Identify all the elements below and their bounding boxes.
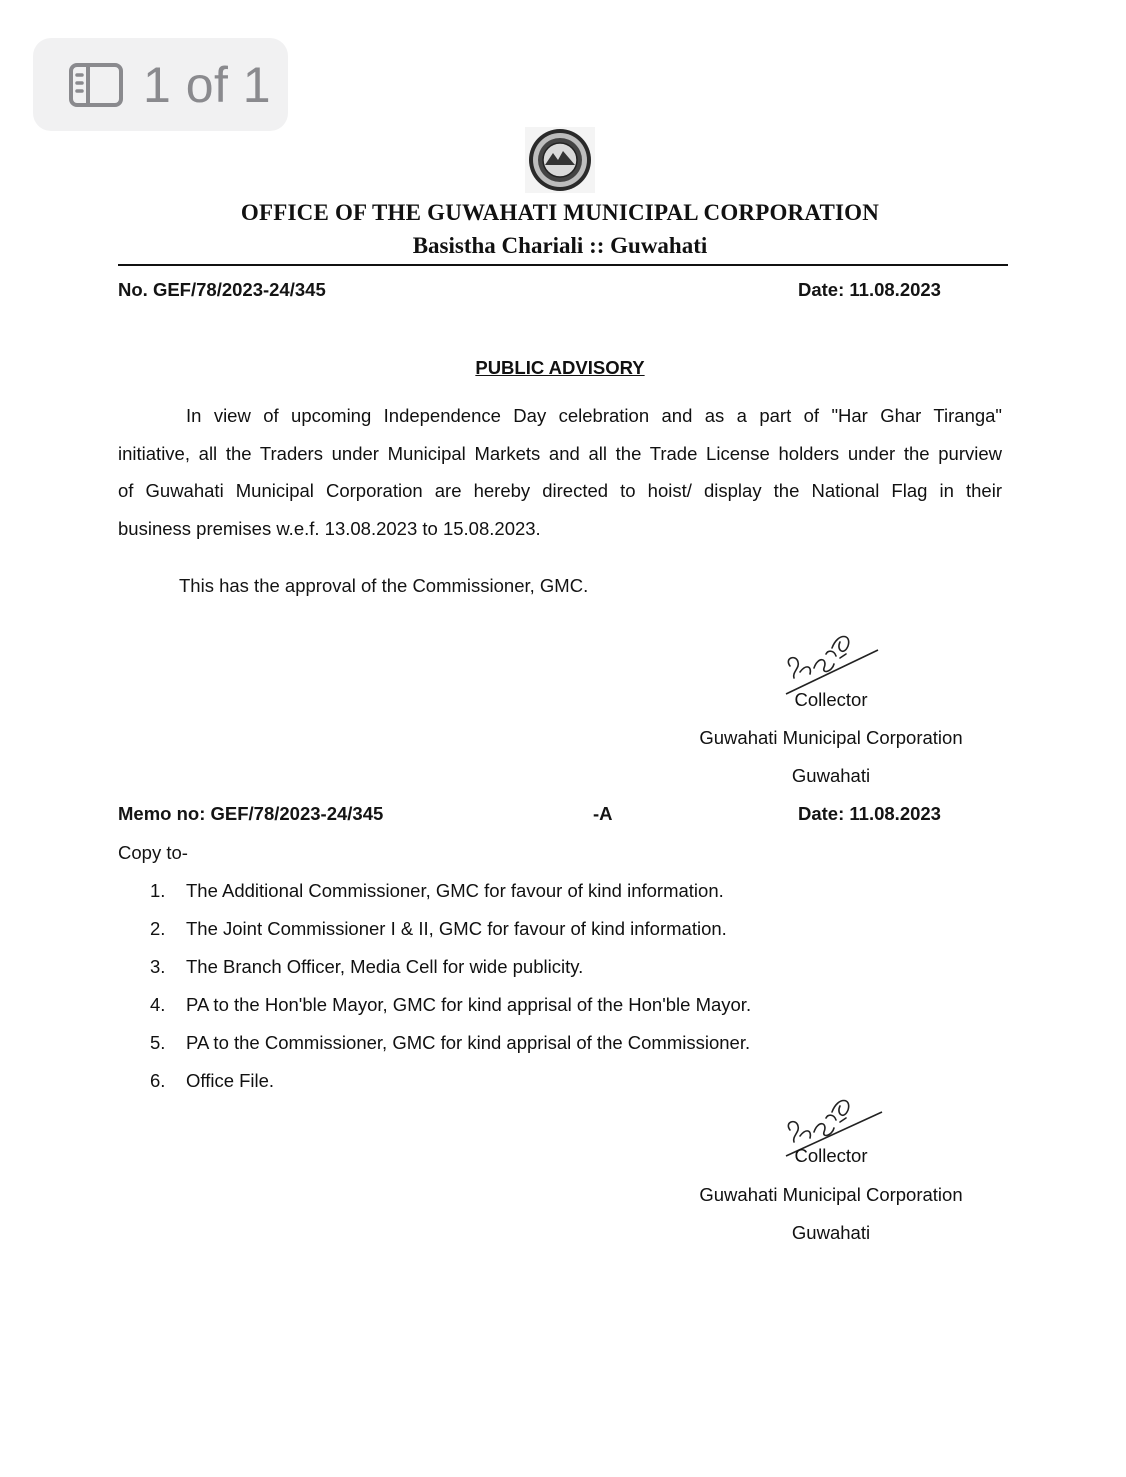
- signatory-city: Guwahati: [791, 765, 871, 786]
- advisory-line: of Guwahati Municipal Corporation are hereby directed to hoist/ display the National Flag in their: [118, 480, 1002, 502]
- copy-to-label: Copy to-: [118, 842, 188, 863]
- list-item-number: 6.: [150, 1070, 166, 1091]
- list-item-number: 3.: [150, 956, 166, 977]
- list-item: [150, 878, 751, 916]
- signature-icon: [778, 628, 888, 698]
- advisory-line: initiative, all the Traders under Municipal Markets and all the Trade License holders under the purview: [118, 442, 1002, 464]
- organization-address: Basistha Chariali :: Guwahati: [412, 233, 708, 258]
- list-item-number: 1.: [150, 880, 166, 901]
- list-item: [150, 1068, 751, 1106]
- signatory-designation: Collector: [794, 1145, 868, 1166]
- page-counter-text: 1 of 1: [143, 56, 272, 113]
- list-item-number: 4.: [150, 994, 166, 1015]
- list-item-text: The Additional Commissioner, GMC for favour of kind information.: [186, 880, 724, 901]
- signatory-organization: Guwahati Municipal Corporation: [699, 1184, 963, 1205]
- signatory-city: Guwahati: [791, 1222, 871, 1243]
- list-item-text: PA to the Commissioner, GMC for kind apprisal of the Commissioner.: [186, 1032, 751, 1053]
- page-counter-badge[interactable]: [33, 38, 288, 131]
- list-item: [150, 992, 751, 1030]
- list-item-text: Office File.: [186, 1070, 275, 1091]
- advisory-line: In view of upcoming Independence Day celebration and as a part of "Har Ghar Tiranga": [186, 405, 1002, 426]
- advisory-body: [118, 397, 1002, 548]
- advisory-title: PUBLIC ADVISORY: [475, 357, 645, 378]
- memo-suffix: -A: [593, 803, 613, 824]
- list-item-text: The Branch Officer, Media Cell for wide publicity.: [186, 956, 584, 977]
- reference-date: Date: 11.08.2023: [798, 279, 941, 300]
- list-item-number: 2.: [150, 918, 166, 939]
- recipient-list: [150, 878, 751, 1106]
- list-item-text: The Joint Commissioner I & II, GMC for favour of kind information.: [186, 918, 727, 939]
- reference-number: No. GEF/78/2023-24/345: [118, 279, 326, 300]
- organization-title: OFFICE OF THE GUWAHATI MUNICIPAL CORPORATION: [240, 200, 880, 225]
- header-divider: [118, 264, 1008, 266]
- approval-note: This has the approval of the Commissioner, GMC.: [179, 575, 589, 596]
- sidebar-icon[interactable]: [68, 62, 124, 108]
- signatory-organization: Guwahati Municipal Corporation: [699, 727, 963, 748]
- advisory-line: business premises w.e.f. 13.08.2023 to 15.08.2023.: [118, 518, 541, 540]
- list-item: [150, 954, 751, 992]
- memo-date: Date: 11.08.2023: [798, 803, 941, 824]
- list-item: [150, 1030, 751, 1068]
- list-item: [150, 916, 751, 954]
- signatory-designation: Collector: [794, 689, 868, 710]
- list-item-number: 5.: [150, 1032, 166, 1053]
- list-item-text: PA to the Hon'ble Mayor, GMC for kind apprisal of the Hon'ble Mayor.: [186, 994, 752, 1015]
- municipal-seal-icon: [525, 127, 595, 193]
- memo-number: Memo no: GEF/78/2023-24/345: [118, 803, 384, 824]
